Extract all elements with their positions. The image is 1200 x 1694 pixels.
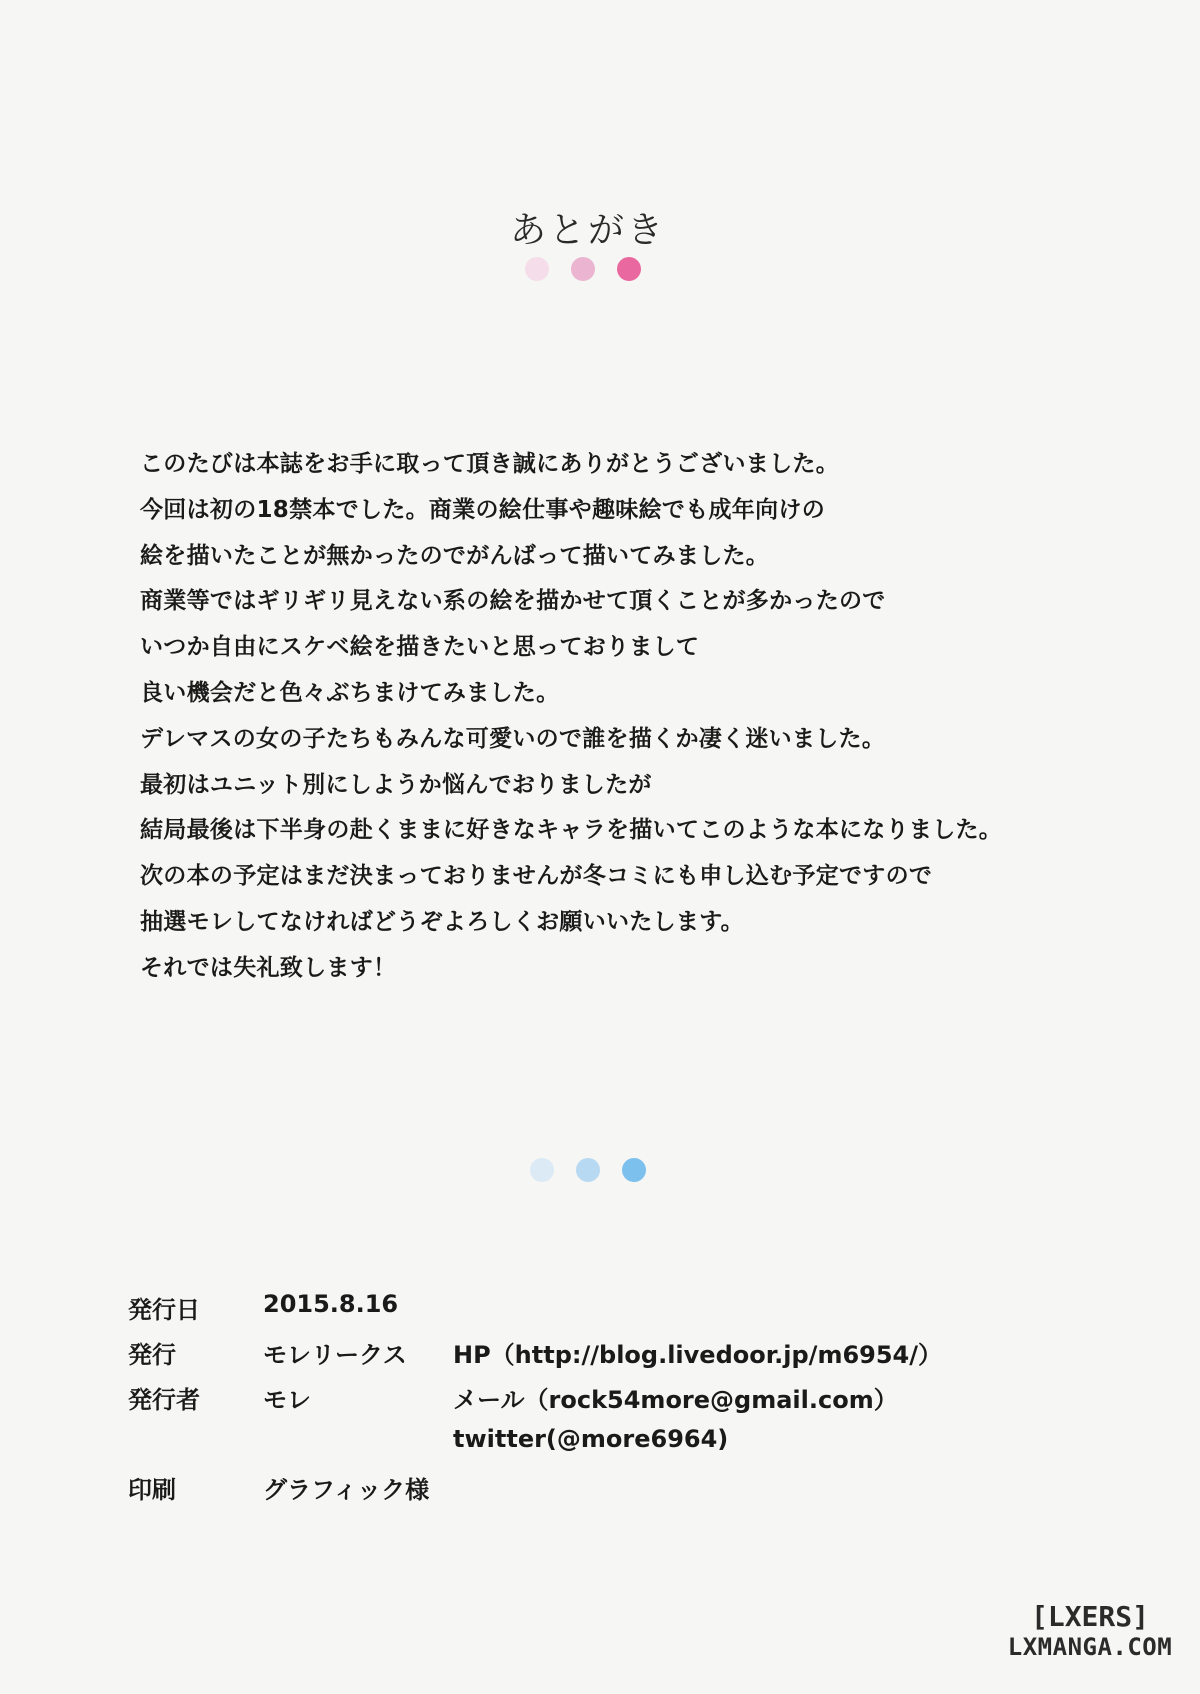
date-label: 発行日 <box>128 1296 200 1324</box>
body-line: いつか自由にスケベ絵を描きたいと思っておりまして <box>140 634 700 661</box>
dot <box>622 1158 646 1182</box>
body-line: 良い機会だと色々ぶちまけてみました。 <box>140 679 560 706</box>
print-value: グラフィック様 <box>263 1476 430 1504</box>
dot <box>571 257 595 281</box>
page-title: あとがき <box>509 210 666 252</box>
date-value: 2015.8.16 <box>263 1290 399 1318</box>
body-line: 最初はユニット別にしようか悩んでおりましたが <box>140 771 652 798</box>
homepage-text: HP（http://blog.livedoor.jp/m6954/） <box>453 1341 943 1369</box>
print-label: 印刷 <box>128 1476 176 1504</box>
blue-dot-ornament <box>530 1158 646 1182</box>
body-line: 今回は初の18禁本でした。商業の絵仕事や趣味絵でも成年向けの <box>140 496 826 523</box>
author-label: 発行者 <box>128 1386 200 1414</box>
body-line: それでは失礼致します！ <box>140 954 397 981</box>
watermark-top-text: [LXERS] <box>1030 1600 1149 1633</box>
publisher-value: モレリークス <box>263 1341 407 1369</box>
body-line: 商業等ではギリギリ見えない系の絵を描かせて頂くことが多かったので <box>140 588 886 615</box>
afterword-body <box>140 442 1140 992</box>
body-line: 抽選モレしてなければどうぞよろしくお願いいたします。 <box>140 908 744 935</box>
author-value: モレ <box>263 1386 311 1414</box>
twitter-text: twitter(@more6964) <box>453 1425 729 1453</box>
publisher-label: 発行 <box>128 1341 176 1369</box>
body-line: 絵を描いたことが無かったのでがんばって描いてみました。 <box>140 542 770 569</box>
body-line: 次の本の予定はまだ決まっておりませんが冬コミにも申し込む予定ですので <box>140 863 933 890</box>
dot <box>576 1158 600 1182</box>
pink-dot-ornament <box>525 257 641 281</box>
mail-text: メール（rock54more@gmail.com） <box>453 1386 898 1414</box>
dot <box>617 257 641 281</box>
body-line: デレマスの女の子たちもみんな可愛いので誰を描くか凄く迷いました。 <box>140 725 886 752</box>
body-line: このたびは本誌をお手に取って頂き誠にありがとうございました。 <box>140 451 839 477</box>
dot <box>525 257 549 281</box>
body-line: 結局最後は下半身の赴くままに好きなキャラを描いてこのような本になりました。 <box>140 817 1003 844</box>
site-watermark <box>1000 1602 1180 1662</box>
watermark-bottom-text: LXMANGA.COM <box>1007 1633 1173 1661</box>
dot <box>530 1158 554 1182</box>
